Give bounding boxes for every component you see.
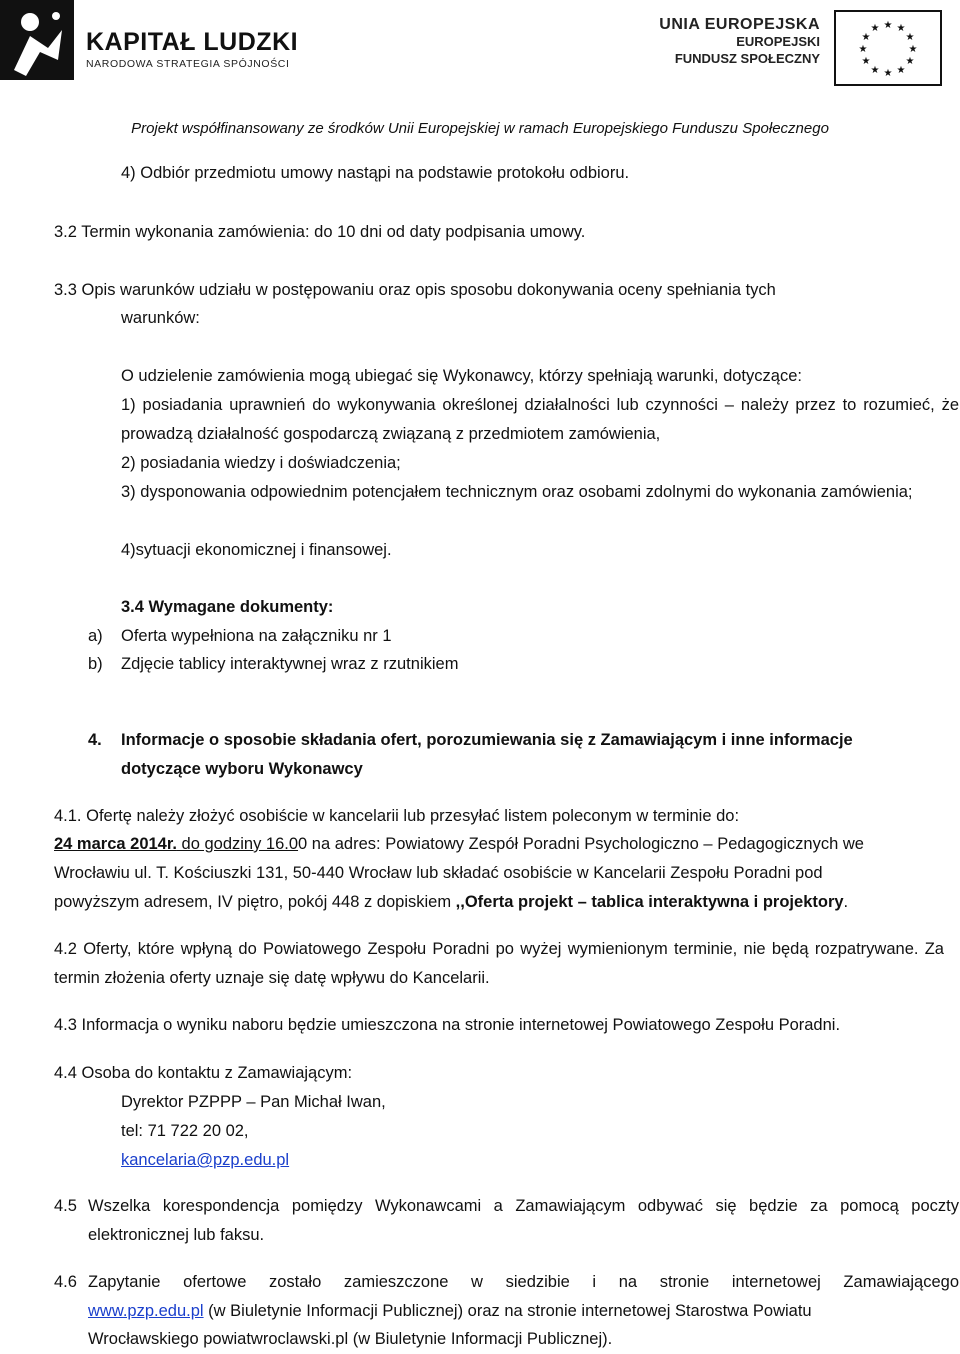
section-4-6-line3: Wrocławskiego powiatwroclawski.pl (w Biuletynie Informacji Publicznej). (88, 1330, 613, 1348)
section-4-number: 4. (88, 731, 102, 749)
conditions-intro: O udzielenie zamówienia mogą ubiegać się Wykonawcy, którzy spełniają warunki, dotyczące: (121, 367, 802, 385)
offer-annotation: ,,Oferta projekt – tablica interaktywna i projektory (455, 893, 844, 911)
section-4-3: 4.3 Informacja o wyniku naboru będzie umieszczona na stronie internetowej Powiatowego Zespołu Poradni. (54, 1016, 841, 1034)
kl-subtitle: NARODOWA STRATEGIA SPÓJNOŚCI (86, 58, 290, 70)
condition-4: 4)sytuacji ekonomicznej i finansowej. (121, 541, 392, 559)
svg-text:★: ★ (896, 65, 906, 76)
list-marker-a: a) (88, 627, 103, 645)
eu-line2: EUROPEJSKI (736, 34, 820, 49)
svg-text:★: ★ (905, 56, 915, 67)
kl-title: KAPITAŁ LUDZKI (86, 28, 299, 56)
condition-2: 2) posiadania wiedzy i doświadczenia; (121, 454, 401, 472)
period: . (843, 893, 849, 911)
section-4-6-line1: Zapytanie ofertowe zostało zamieszczone w siedzibie i na stronie internetowej Zamawiającego (88, 1273, 959, 1291)
condition-3: 3) dysponowania odpowiednim potencjałem technicznym oraz osobami zdolnymi do wykonania zamówienia; (121, 483, 913, 501)
list-marker-b: b) (88, 655, 103, 673)
section-3-3-line2: warunków: (121, 309, 200, 327)
deadline-date: 24 marca 2014r. (54, 835, 177, 853)
section-4-4: 4.4 Osoba do kontaktu z Zamawiającym: (54, 1064, 353, 1082)
contact-email-line (121, 1146, 289, 1175)
required-doc-b: Zdjęcie tablicy interaktywnej wraz z rzutnikiem (121, 655, 459, 673)
svg-text:★: ★ (896, 23, 906, 34)
contact-phone: tel: 71 722 20 02, (121, 1122, 249, 1140)
condition-1: 1) posiadania uprawnień do wykonywania określonej działalności lub czynności – należy przez to rozumieć, że prowadzą działalność gospodarczą związaną z przedmiotem zamówienia, (121, 396, 959, 443)
svg-text:★: ★ (870, 23, 880, 34)
svg-text:★: ★ (908, 44, 918, 55)
section-3-2: 3.2 Termin wykonania zamówienia: do 10 dni od daty podpisania umowy. (54, 223, 586, 241)
section-4-5-number: 4.5 (54, 1197, 77, 1215)
eu-line1: UNIA EUROPEJSKA (659, 16, 820, 33)
section-4-1-line3: Wrocławiu ul. T. Kościuszki 131, 50-440 Wrocław lub składać osobiście w Kancelarii Zespołu Poradni pod (54, 864, 823, 882)
svg-text:★: ★ (883, 20, 893, 31)
project-cofinancing-note: Projekt współfinansowany ze środków Unii Europejskiej w ramach Europejskiego Funduszu Społecznego (131, 120, 829, 137)
p4-text: 4) Odbiór przedmiotu umowy nastąpi na podstawie protokołu odbioru. (121, 164, 630, 182)
section-4-6-line2-text: (w Biuletynie Informacji Publicznej) oraz na stronie internetowej Starostwa Powiatu (203, 1302, 812, 1320)
svg-text:★: ★ (861, 32, 871, 43)
annotation-intro: powyższym adresem, IV piętro, pokój 448 z dopiskiem (54, 893, 456, 911)
section-4-5: Wszelka korespondencja pomiędzy Wykonawcami a Zamawiającym odbywać się będzie za pomocą poczty elektronicznej lub faksu. (88, 1197, 959, 1244)
section-4-6-number: 4.6 (54, 1273, 77, 1291)
section-4-6-line2 (88, 1297, 812, 1326)
svg-text:★: ★ (870, 65, 880, 76)
contact-name: Dyrektor PZPPP – Pan Michał Iwan, (121, 1093, 386, 1111)
eu-line3: FUNDUSZ SPOŁECZNY (674, 51, 820, 66)
svg-text:★: ★ (861, 56, 871, 67)
section-4-title-line1: Informacje o sposobie składania ofert, porozumiewania się z Zamawiającym i inne informacje (121, 731, 853, 749)
address-intro: 0 na adres: Powiatowy Zespół Poradni Psychologiczno – Pedagogicznych we (298, 835, 864, 853)
svg-text:★: ★ (905, 32, 915, 43)
deadline-hour: do godziny 16.0 (176, 835, 299, 853)
section-4-1-line1: 4.1. Ofertę należy złożyć osobiście w kancelarii lub przesyłać listem poleconym w terminie do: (54, 807, 740, 825)
contact-email-link[interactable]: kancelaria@pzp.edu.pl (121, 1151, 290, 1169)
section-3-3-line1: 3.3 Opis warunków udziału w postępowaniu oraz opis sposobu dokonywania oceny spełniania tych (54, 281, 776, 299)
section-4-2: 4.2 Oferty, które wpłyną do Powiatowego Zespołu Poradni po wyżej wymienionym terminie, nie będą rozpatrywane. Za termin złożenia oferty uznaje się datę wpływu do Kancelarii. (54, 940, 944, 987)
svg-text:★: ★ (883, 68, 893, 79)
pzp-website-link[interactable]: www.pzp.edu.pl (88, 1302, 204, 1320)
required-doc-a: Oferta wypełniona na załączniku nr 1 (121, 627, 392, 645)
svg-text:★: ★ (858, 44, 868, 55)
section-4-title-line2: dotyczące wyboru Wykonawcy (121, 760, 363, 778)
section-4-1-line4 (54, 888, 848, 917)
section-3-4-title: 3.4 Wymagane dokumenty: (121, 598, 334, 616)
section-4-1-line2 (54, 830, 864, 859)
